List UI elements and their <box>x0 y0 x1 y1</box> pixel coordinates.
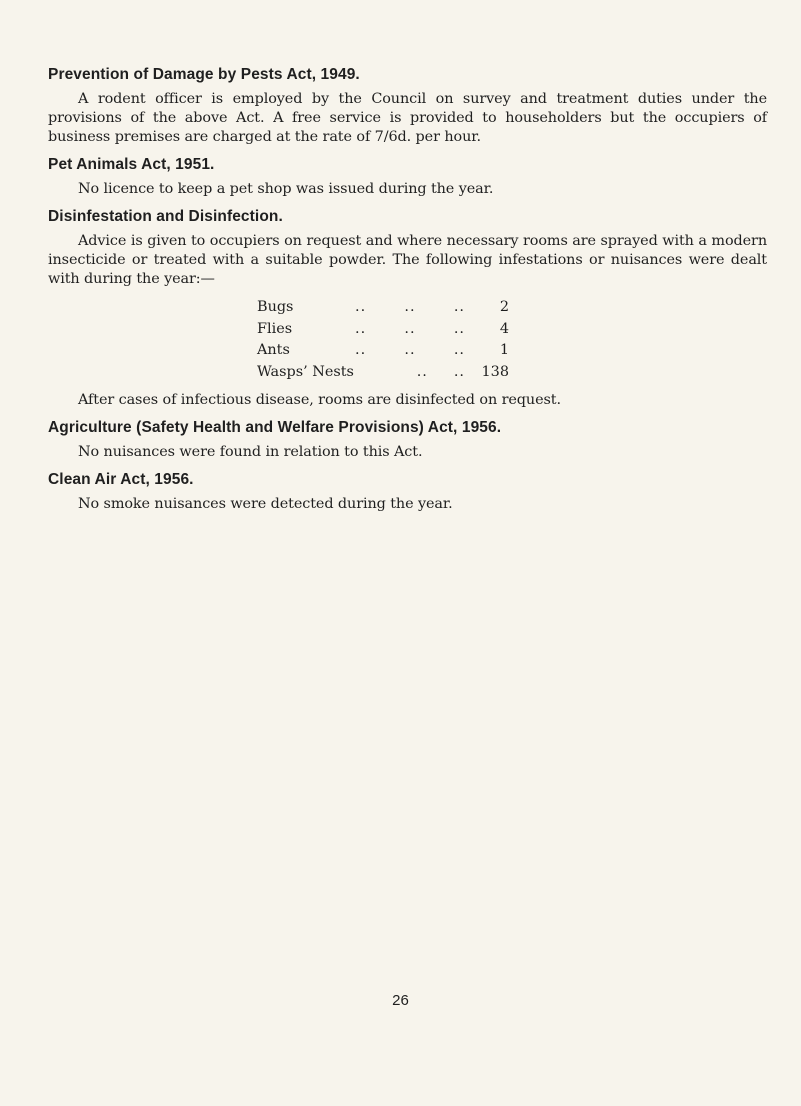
infestation-name: Wasps’ Nests <box>257 363 354 380</box>
infestation-row-flies <box>257 319 517 341</box>
infestation-count: 1 <box>499 342 509 358</box>
disinfestation-text: Advice is given to occupiers on request and where necessary rooms are sprayed with a modern insecticide or treated with a suitable powder. The following infestations or nuisances were dealt with during the year:— <box>48 233 767 287</box>
infestation-row-ants <box>257 340 517 362</box>
infestation-name: Ants <box>257 342 290 358</box>
clean-air-act-section <box>48 469 767 514</box>
disinfection-text: After cases of infectious disease, rooms are disinfected on request. <box>78 392 561 408</box>
disinfestation-heading: Disinfestation and Disinfection. <box>48 208 283 225</box>
infestation-row-bugs <box>257 297 517 319</box>
pests-act-section <box>48 64 767 147</box>
leader-dots: .. .. .. <box>355 299 465 315</box>
infestation-count: 4 <box>499 320 509 337</box>
pests-act-text: A rodent officer is employed by the Council on survey and treatment duties under the provisions of the above Act. A free service is provided to householders but the occupiers of business premises are charged at the rate of 7/6d. per hour. <box>48 91 767 145</box>
infestation-name: Bugs <box>257 299 294 315</box>
agriculture-act-heading: Agriculture (Safety Health and Welfare Provisions) Act, 1956. <box>48 419 502 436</box>
leader-dots: .. .. <box>416 363 465 380</box>
infestation-name: Flies <box>257 320 293 337</box>
document-page <box>48 64 767 521</box>
page-number: 26 <box>392 992 409 1009</box>
leader-dots: .. .. .. <box>355 320 465 337</box>
agriculture-act-section <box>48 417 767 462</box>
pet-animals-act-heading: Pet Animals Act, 1951. <box>48 156 215 173</box>
infestation-count: 138 <box>481 363 509 380</box>
leader-dots: .. .. .. <box>355 342 465 358</box>
infestation-row-wasps-nests <box>257 362 517 384</box>
pet-animals-act-text: No licence to keep a pet shop was issued during the year. <box>78 181 494 197</box>
disinfestation-section <box>48 206 767 410</box>
infestation-count: 2 <box>499 299 509 315</box>
pet-animals-act-section <box>48 154 767 199</box>
infestations-list <box>257 297 517 383</box>
clean-air-act-text: No smoke nuisances were detected during the year. <box>78 496 453 512</box>
pests-act-heading: Prevention of Damage by Pests Act, 1949. <box>48 66 360 83</box>
agriculture-act-text: No nuisances were found in relation to this Act. <box>78 444 423 460</box>
clean-air-act-heading: Clean Air Act, 1956. <box>48 471 194 488</box>
